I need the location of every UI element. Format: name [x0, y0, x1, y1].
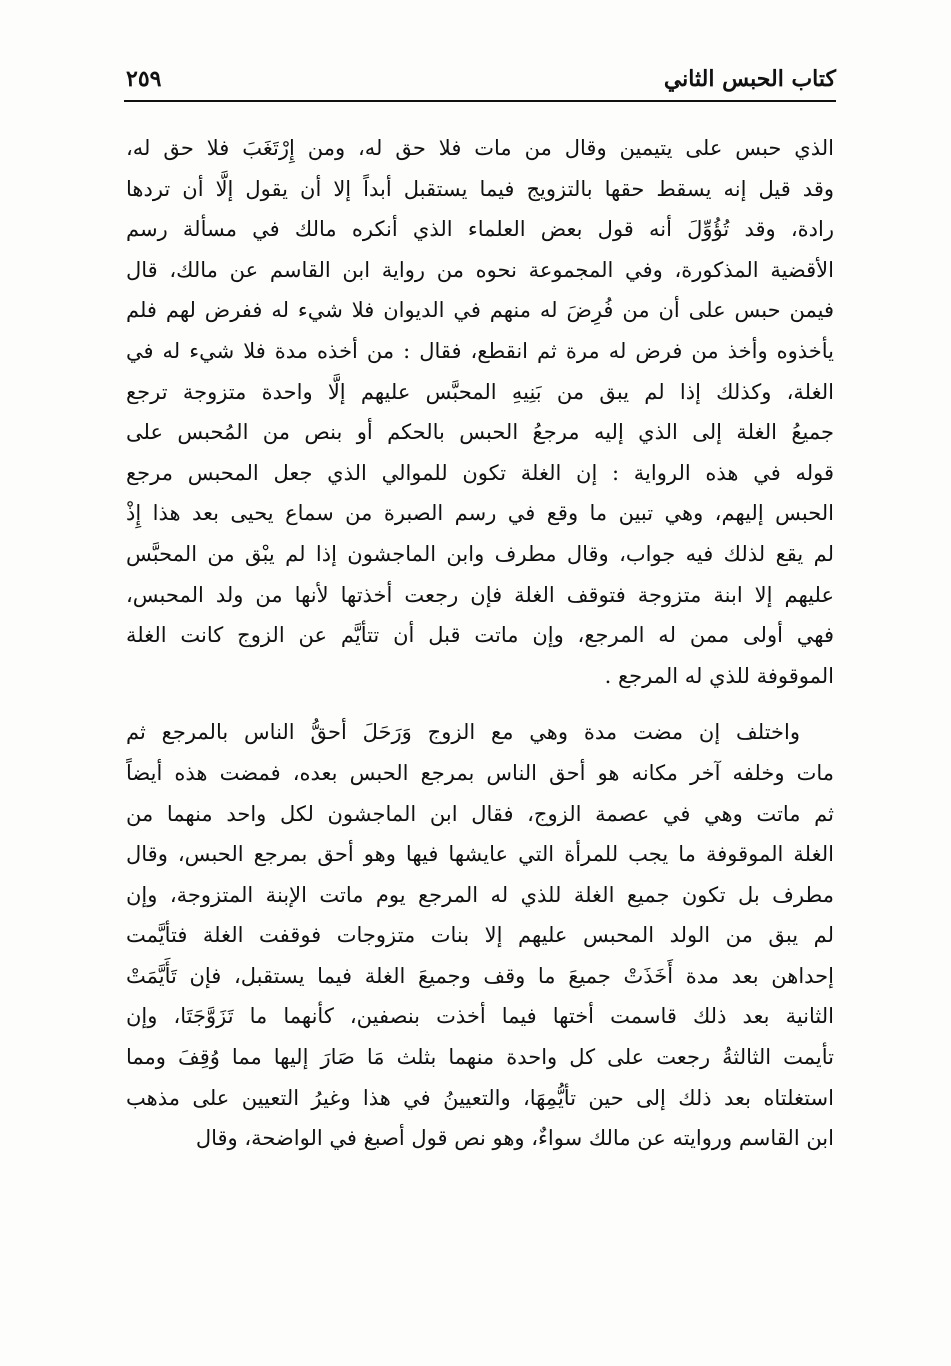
text-line: الثانية بعد ذلك قاسمت أختها فيما أخذت بنصفين، كأنهما ما تَزَوَّجَتَا، وإن: [126, 1004, 834, 1029]
text-line: الذي حبس على يتيمين وقال من مات فلا حق له، ومن إِرْتَغَبَ فلا حق له،: [126, 136, 834, 160]
text-line: الأقضية المذكورة، وفي المجموعة نحوه من رواية ابن القاسم عن مالك، قال: [126, 257, 834, 282]
text-line: فهي أولى ممن له المرجع، وإن ماتت قبل أن تتأيَّم عن الزوج كانت الغلة: [126, 623, 834, 648]
text-line: فيمن حبس على أن من فُرِضَ له منهم في الديوان فلا شيء له ففرض لهم فلم: [126, 298, 834, 323]
text-line: مطرف بل تكون جميع الغلة للذي له المرجع يوم ماتت الإبنة المتزوجة، وإن: [126, 882, 834, 907]
paragraph: [126, 128, 834, 696]
text-line: الموقوفة للذي له المرجع .: [604, 663, 834, 688]
text-line: الحبس إليهم، وهي تبين ما وقع في رسم الصبرة من سماع يحيى بعد هذا إِذْ: [126, 501, 834, 526]
text-line: واختلف إن مضت مدة وهي مع الزوج وَرَحَلَ أحقُّ الناس بالمرجع ثم: [126, 720, 800, 745]
text-line: لم يقع لذلك فيه جواب، وقال مطرف وابن الماجشون إذا لم يبْق من المحبَّس: [126, 541, 834, 566]
text-line: ثم ماتت وهي في عصمة الزوج، فقال ابن الماجشون لكل واحد منهما من: [126, 801, 834, 826]
running-header: [124, 58, 836, 98]
text-line: يأخذوه وأخذ من فرض له مرة ثم انقطع، فقال : من أخذه مدة فلا شيء له في: [126, 338, 834, 363]
page-body: [126, 128, 834, 1159]
paragraph-gap: [126, 696, 834, 712]
text-line: الغلة، وكذلك إذا لم يبق من بَنِيهِ المحبَّس عليهم إلَّا واحدة متزوجة ترجع: [126, 379, 834, 404]
text-line: جميعُ الغلة إلى الذي إليه مرجعُ الحبس بالحكم أو بنص من المُحبس على: [126, 420, 834, 445]
text-line: لم يبق من الولد المحبس عليهم إلا بنات متزوجات فوقفت الغلة فتأيَّمت: [126, 923, 834, 948]
text-line: تأيمت الثالثةُ رجعت على كل واحدة منهما بثلث مَا صَارَ إليها مما وُقِفَ ومما: [126, 1045, 834, 1070]
text-line: عليهم إلا ابنة متزوجة فتوقف الغلة فإن رجعت أخذتها لأنها من ولد المحبس،: [126, 582, 834, 607]
text-line: قوله في هذه الرواية : إن الغلة تكون للموالي الذي جعل المحبس مرجع: [126, 460, 834, 485]
text-line: استغلتاه بعد ذلك إلى حين تأيُّمِهَا، والتعيينُ في هذا وغيرُ التعيين على مذهب: [126, 1085, 834, 1110]
text-line: ابن القاسم وروايته عن مالك سواءٌ، وهو نص قول أصبغ في الواضحة، وقال: [195, 1126, 834, 1151]
text-line: رادة، وقد تُؤُوِّلَ أنه قول بعض العلماء الذي أنكره مالك في مسألة رسم: [126, 217, 834, 242]
text-line: إحداهن بعد مدة أَخَذَتْ جميعَ ما وقف وجميعَ الغلة فيما يستقبل، فإن تَأَيَّمَتْ: [126, 963, 834, 988]
text-line: مات وخلفه آخر مكانه هو أحق الناس بمرجع الحبس بعده، فمضت هذه أيضاً: [126, 760, 834, 785]
page-number: ٢٥٩: [126, 66, 162, 92]
paragraph: [126, 712, 834, 1159]
chapter-title: كتاب الحبس الثاني: [663, 66, 836, 92]
text-line: وقد قيل إنه يسقط حقها بالتزويج فيما يستقبل أبداً إلا أن يقول إلَّا أن تردها: [126, 176, 834, 201]
text-line: الغلة الموقوفة ما يجب للمرأة التي عايشها فيها وهو أحق بمرجع الحبس، وقال: [126, 842, 834, 867]
header-divider: [124, 100, 836, 102]
